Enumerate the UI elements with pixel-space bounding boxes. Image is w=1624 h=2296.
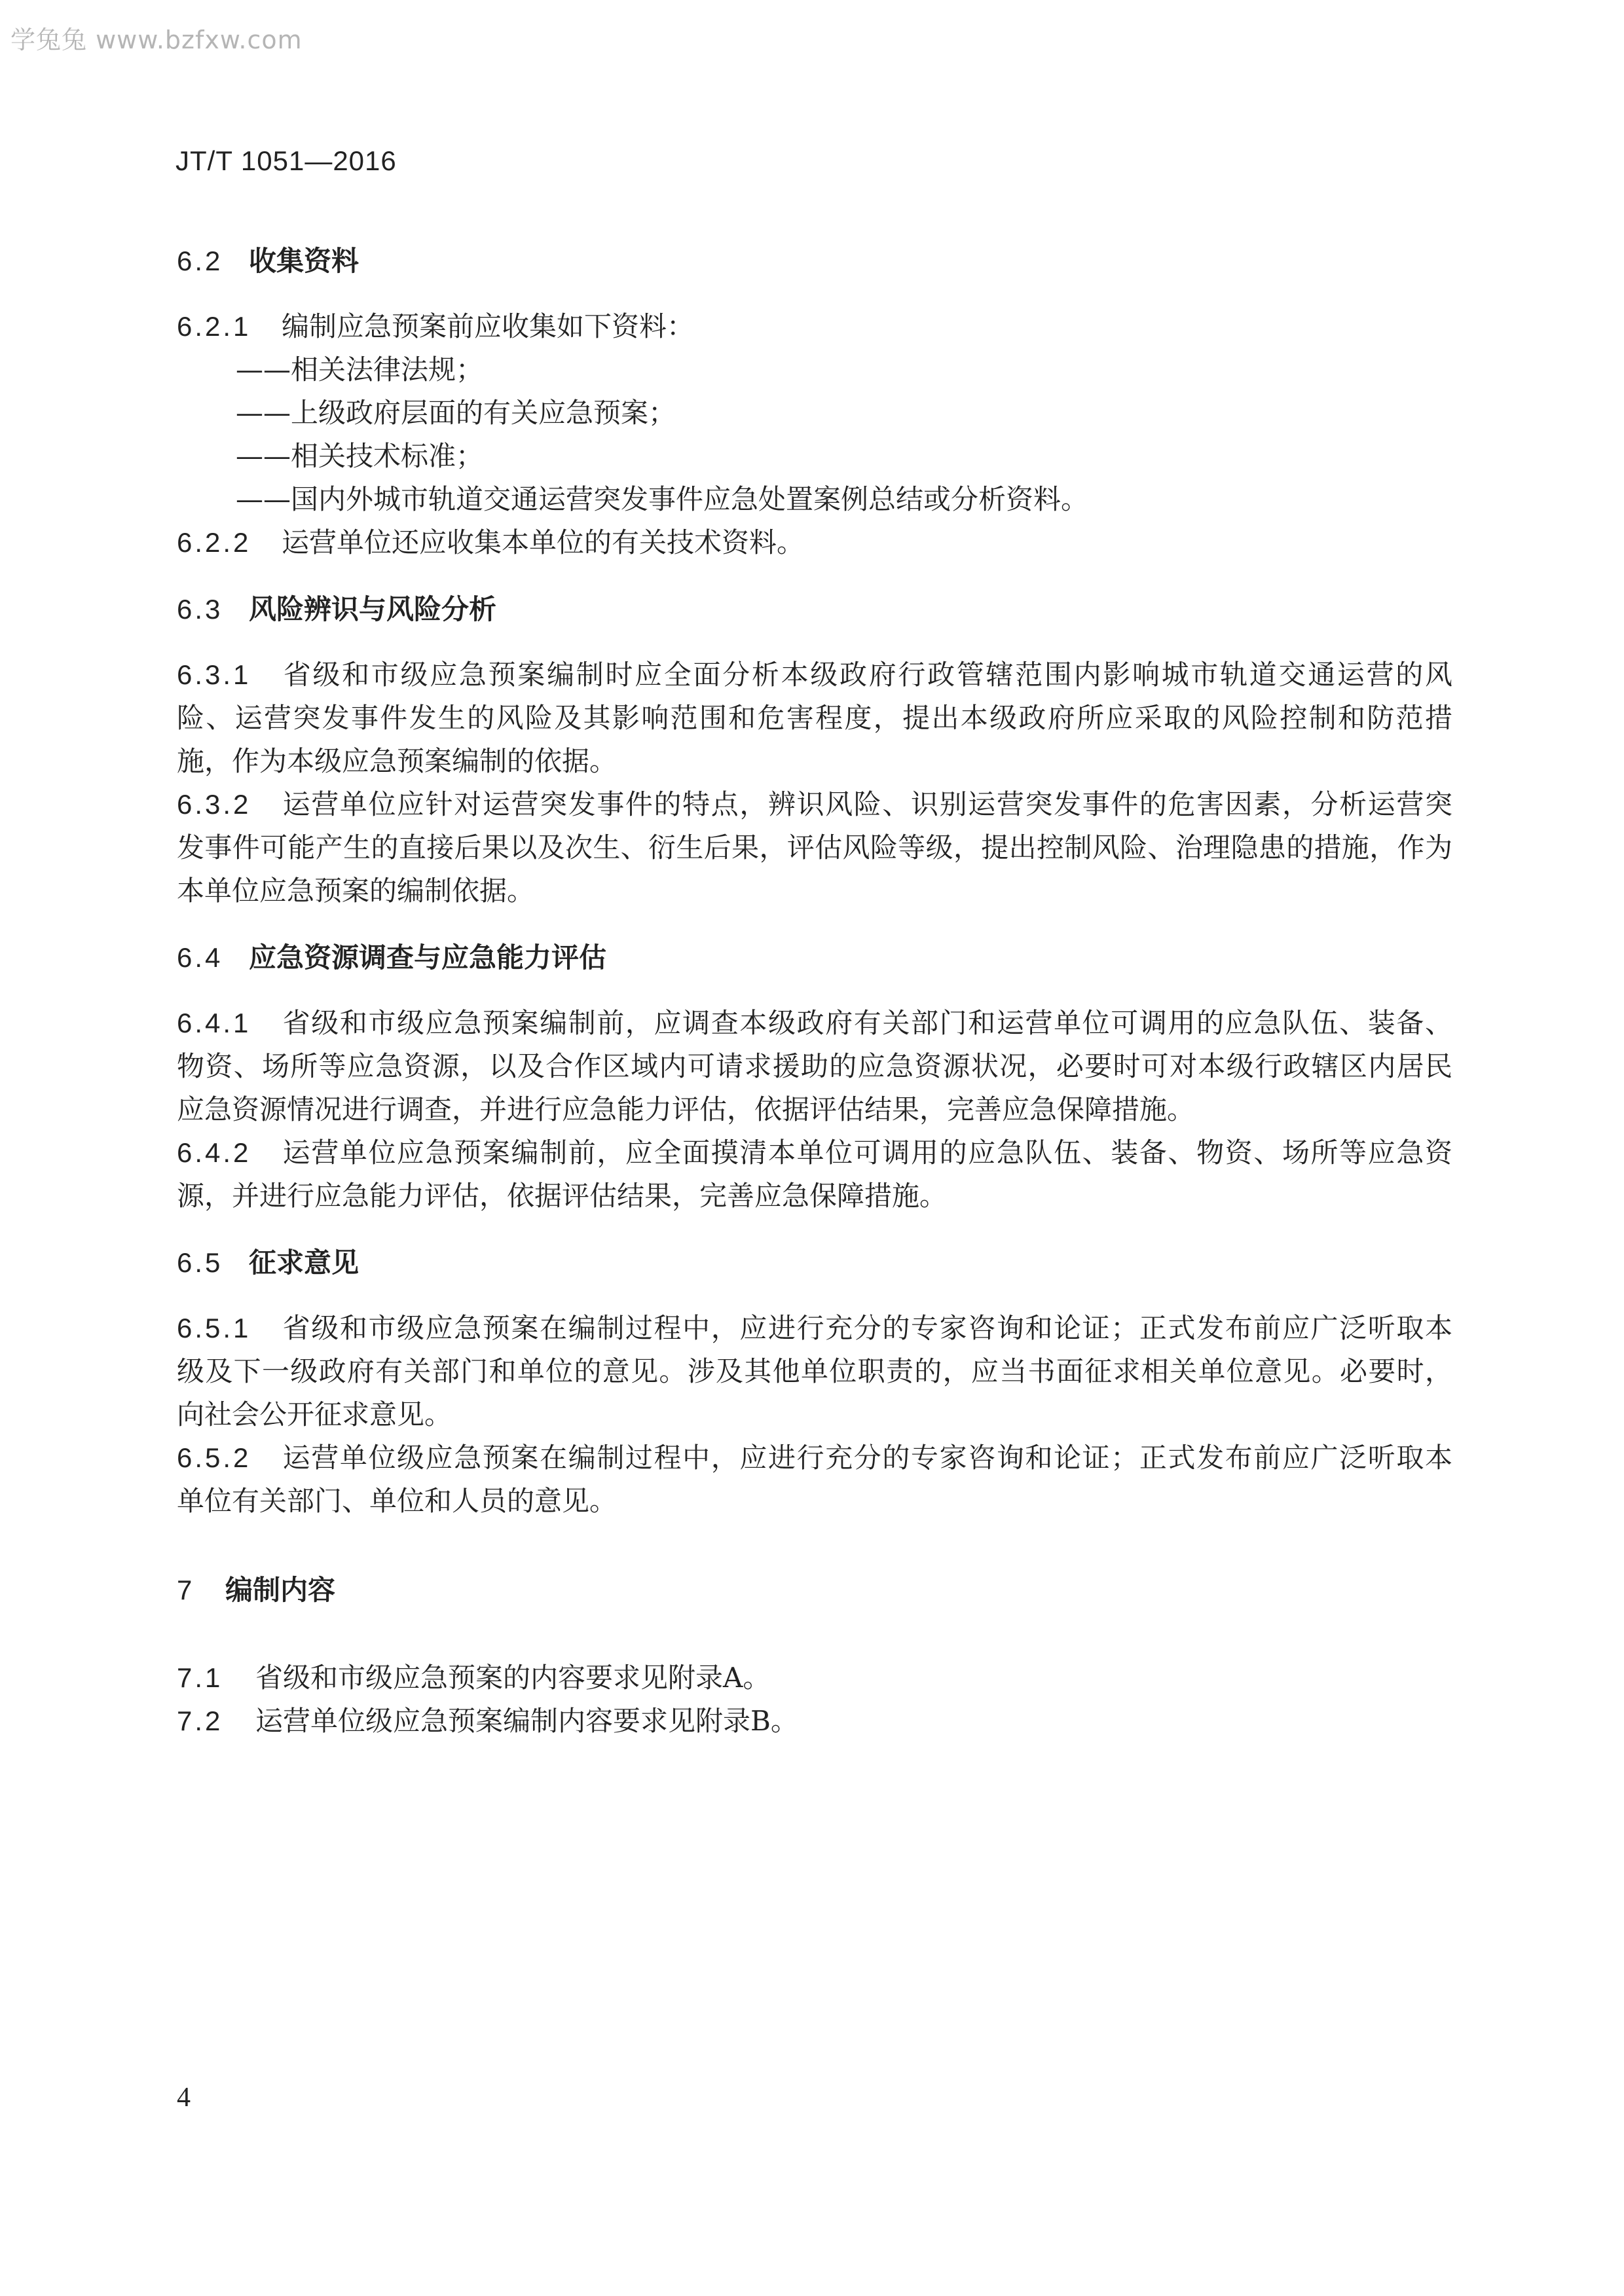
clause-line: 物资、场所等应急资源，以及合作区域内可请求援助的应急资源状况，必要时可对本级行政辖区内居民 — [177, 1050, 1452, 1082]
clause-text: 运营单位级应急预案编制内容要求见附录B。 — [255, 1705, 798, 1737]
clause-number: 6.2.2 — [177, 527, 251, 558]
clause-line: 运营单位级应急预案在编制过程中，应进行充分的专家咨询和论证；正式发布前应广泛听取本 — [282, 1442, 1452, 1474]
section-number: 6.4 — [177, 942, 223, 973]
clause-6-2-1 — [177, 305, 1452, 348]
clause-text: 省级和市级应急预案的内容要求见附录A。 — [255, 1662, 771, 1694]
list-item: ——国内外城市轨道交通运营突发事件应急处置案例总结或分析资料。 — [236, 483, 1089, 515]
clause-line: 运营单位应针对运营突发事件的特点，辨识风险、识别运营突发事件的危害因素，分析运营突 — [282, 788, 1452, 820]
clause-line: 运营单位应急预案编制前，应全面摸清本单位可调用的应急队伍、装备、物资、场所等应急资 — [282, 1137, 1452, 1169]
clause-line: 省级和市级应急预案编制前，应调查本级政府有关部门和运营单位可调用的应急队伍、装备、 — [282, 1007, 1452, 1039]
clause-line: 级及下一级政府有关部门和单位的意见。涉及其他单位职责的，应当书面征求相关单位意见。必要时， — [177, 1355, 1452, 1387]
clause-number: 6.4.2 — [177, 1137, 251, 1168]
clause-7-2 — [177, 1700, 1452, 1743]
clause-number: 7.2 — [177, 1705, 223, 1736]
section-number: 6.3 — [177, 594, 223, 625]
list-item: ——相关法律法规； — [236, 354, 484, 386]
clause-line: 施，作为本级应急预案编制的依据。 — [177, 745, 618, 777]
clause-line: 应急资源情况进行调查，并进行应急能力评估，依据评估结果，完善应急保障措施。 — [177, 1093, 1195, 1125]
clause-line: 省级和市级应急预案编制时应全面分析本级政府行政管辖范围内影响城市轨道交通运营的风 — [282, 659, 1452, 691]
clause-number: 6.3.2 — [177, 789, 251, 820]
clause-text: 编制应急预案前应收集如下资料： — [282, 310, 695, 342]
clause-6-5-1 — [177, 1307, 1452, 1350]
clause-line: 险、运营突发事件发生的风险及其影响范围和危害程度，提出本级政府所应采取的风险控制和防范措 — [177, 702, 1452, 734]
clause-7-1 — [177, 1656, 1452, 1700]
section-heading-6-2 — [177, 240, 1452, 283]
section-heading-6-3 — [177, 588, 1452, 631]
clause-line: 省级和市级应急预案在编制过程中，应进行充分的专家咨询和论证；正式发布前应广泛听取本 — [282, 1312, 1452, 1344]
section-number: 6.5 — [177, 1247, 223, 1278]
clause-text: 运营单位还应收集本单位的有关技术资料。 — [282, 526, 805, 558]
clause-number: 6.2.1 — [177, 311, 251, 342]
watermark: 学兔兔 www.bzfxw.com — [10, 26, 303, 54]
chapter-number: 7 — [177, 1575, 195, 1605]
clause-line: 向社会公开征求意见。 — [177, 1398, 452, 1430]
chapter-heading-7 — [177, 1569, 1452, 1612]
clause-number: 6.3.1 — [177, 659, 251, 690]
chapter-title: 编制内容 — [225, 1574, 336, 1606]
clause-6-4-1 — [177, 1002, 1452, 1045]
clause-6-3-2 — [177, 783, 1452, 826]
page-number: 4 — [177, 2083, 191, 2113]
section-heading-6-4 — [177, 936, 1452, 979]
clause-line: 单位有关部门、单位和人员的意见。 — [177, 1485, 618, 1517]
clause-number: 6.5.1 — [177, 1313, 251, 1343]
clause-6-5-2 — [177, 1436, 1452, 1480]
section-title: 征求意见 — [249, 1247, 360, 1279]
section-title: 风险辨识与风险分析 — [249, 593, 497, 625]
clause-line: 源，并进行应急能力评估，依据评估结果，完善应急保障措施。 — [177, 1180, 948, 1212]
list-item: ——相关技术标准； — [236, 440, 484, 472]
section-heading-6-5 — [177, 1241, 1452, 1285]
section-number: 6.2 — [177, 246, 223, 276]
list-item: ——上级政府层面的有关应急预案； — [236, 397, 676, 429]
clause-line: 本单位应急预案的编制依据。 — [177, 875, 535, 907]
clause-number: 6.4.1 — [177, 1008, 251, 1038]
section-title: 收集资料 — [249, 245, 360, 277]
clause-6-4-2 — [177, 1131, 1452, 1175]
clause-number: 7.1 — [177, 1662, 223, 1693]
clause-6-2-2 — [177, 521, 1452, 564]
clause-number: 6.5.2 — [177, 1442, 251, 1473]
clause-6-3-1 — [177, 653, 1452, 697]
clause-line: 发事件可能产生的直接后果以及次生、衍生后果，评估风险等级，提出控制风险、治理隐患的措施，作为 — [177, 831, 1452, 864]
document-number: JT/T 1051—2016 — [175, 145, 397, 176]
section-title: 应急资源调查与应急能力评估 — [249, 941, 607, 974]
